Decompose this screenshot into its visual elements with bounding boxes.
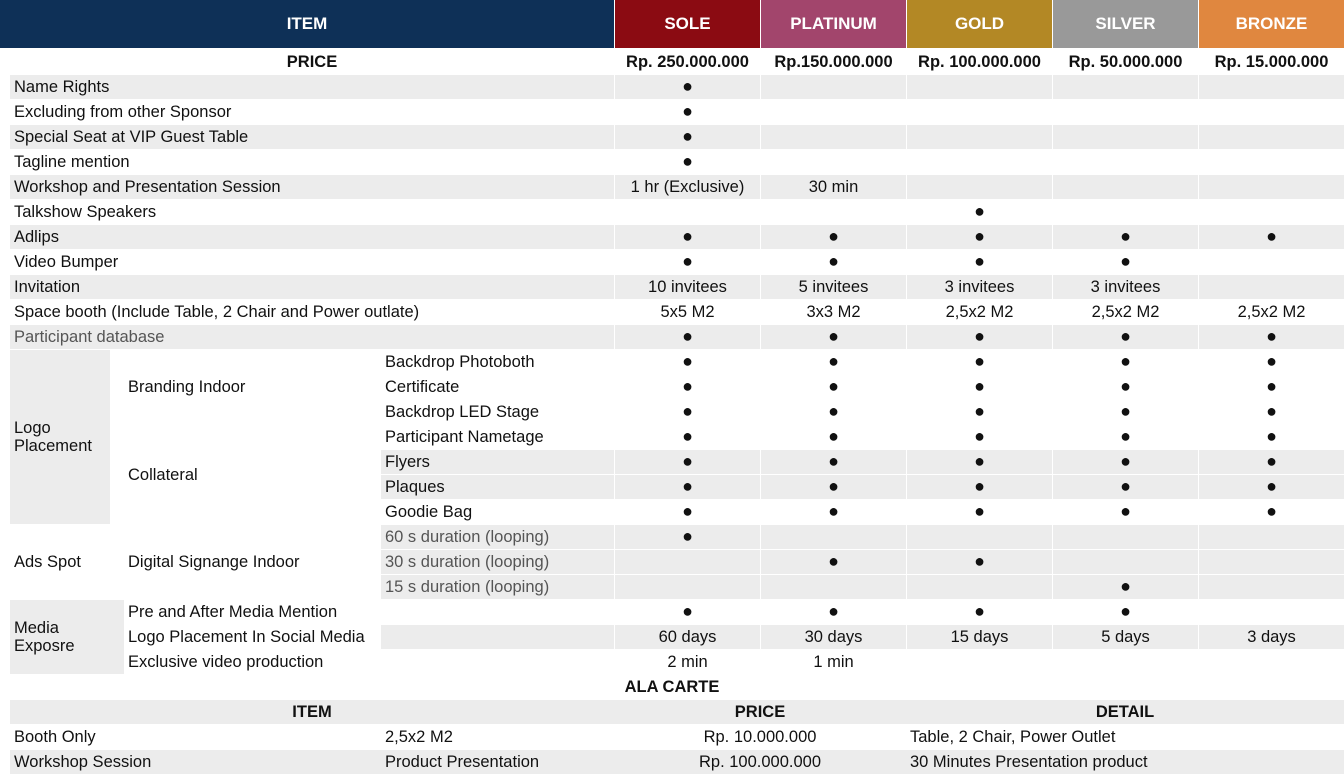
logo-item-value-silver: ● (1120, 351, 1131, 372)
ads-item-value-platinum (761, 525, 906, 549)
row-value-bronze: 2,5x2 M2 (1237, 302, 1306, 321)
media-exposure-label: Media Exposre (10, 600, 124, 674)
ala-header-item: ITEM (10, 700, 614, 724)
row-value-silver (1053, 125, 1198, 149)
media-item-value-silver (1053, 650, 1198, 674)
row-value-silver (1053, 200, 1198, 224)
ads-item-value-silver (1053, 550, 1198, 574)
logo-item-value-bronze: ● (1266, 426, 1277, 447)
logo-item-value-silver: ● (1120, 426, 1131, 447)
row-value-bronze (1199, 75, 1344, 99)
row-label: Excluding from other Sponsor (14, 102, 232, 121)
row-value-sole: 1 hr (Exclusive) (615, 175, 760, 199)
ala-price: Rp. 10.000.000 (703, 727, 817, 746)
row-label: Talkshow Speakers (14, 202, 157, 221)
media-item-value-gold: ● (974, 601, 985, 622)
ala-price: Rp. 100.000.000 (614, 750, 906, 774)
ala-item: Workshop Session (10, 750, 381, 774)
row-value-platinum: 30 min (761, 175, 906, 199)
row-value-gold: ● (907, 325, 1052, 349)
ads-spot-label: Ads Spot (14, 552, 81, 571)
logo-item-value-platinum: ● (828, 351, 839, 372)
row-value-gold: ● (974, 201, 985, 222)
price-silver: Rp. 50.000.000 (1068, 53, 1183, 72)
ala-detail: 30 Minutes Presentation product (906, 750, 1344, 774)
row-value-bronze (1199, 150, 1344, 174)
row-value-gold (907, 125, 1052, 149)
row-label: Name Rights (10, 75, 614, 99)
logo-item-value-platinum: ● (761, 475, 906, 499)
media-gray-filler (381, 625, 614, 649)
logo-item-label: Participant Nametage (385, 427, 544, 446)
row-label: Special Seat at VIP Guest Table (10, 125, 614, 149)
row-value-gold (907, 150, 1052, 174)
ads-item-value-gold (907, 575, 1052, 599)
row-value-silver (1053, 175, 1198, 199)
logo-item-label: Flyers (381, 450, 614, 474)
row-value-sole: ● (682, 251, 693, 272)
logo-item-value-gold: ● (974, 351, 985, 372)
ads-item-value-gold: ● (907, 550, 1052, 574)
row-value-platinum: 3x3 M2 (806, 302, 861, 321)
row-label: Invitation (10, 275, 614, 299)
media-item-value-bronze (1199, 650, 1344, 674)
ads-item-label: 60 s duration (looping) (381, 525, 614, 549)
price-bronze: Rp. 15.000.000 (1214, 53, 1329, 72)
logo-item-value-bronze: ● (1199, 475, 1344, 499)
header-tier-bronze: BRONZE (1199, 0, 1344, 48)
media-item-value-bronze: 3 days (1199, 625, 1344, 649)
logo-placement-label: Logo Placement (10, 350, 110, 524)
ala-spec: 2,5x2 M2 (385, 727, 453, 746)
row-value-sole: 10 invitees (615, 275, 760, 299)
row-value-platinum: ● (761, 325, 906, 349)
row-value-bronze (1199, 100, 1344, 124)
row-value-gold (907, 175, 1052, 199)
row-label: Workshop and Presentation Session (10, 175, 614, 199)
row-value-sole: 5x5 M2 (660, 302, 715, 321)
row-value-gold: 3 invitees (907, 275, 1052, 299)
logo-item-value-gold: ● (974, 401, 985, 422)
ads-item-value-bronze (1199, 525, 1344, 549)
logo-item-label: Certificate (385, 377, 460, 396)
row-value-platinum (761, 150, 906, 174)
row-value-bronze (1199, 200, 1344, 224)
ads-item-value-sole (615, 550, 760, 574)
row-label: Adlips (10, 225, 614, 249)
row-value-silver (1053, 75, 1198, 99)
media-item-label: Logo Placement In Social Media (128, 627, 365, 646)
row-value-silver: ● (1053, 325, 1198, 349)
ads-item-value-gold (907, 525, 1052, 549)
ala-header-detail: DETAIL (906, 700, 1344, 724)
media-item-value-gold (907, 650, 1052, 674)
header-tier-silver: SILVER (1053, 0, 1198, 48)
media-item-value-silver: 5 days (1053, 625, 1198, 649)
logo-item-value-gold: ● (974, 376, 985, 397)
price-label: PRICE (286, 53, 338, 72)
collateral-label: Collateral (128, 465, 198, 484)
media-item-value-platinum: 30 days (761, 625, 906, 649)
header-tier-platinum: PLATINUM (761, 0, 906, 48)
logo-item-value-bronze: ● (1266, 501, 1277, 522)
row-value-sole: ● (615, 125, 760, 149)
row-value-platinum (761, 75, 906, 99)
logo-item-value-sole: ● (682, 426, 693, 447)
row-value-platinum (761, 200, 906, 224)
logo-item-value-sole: ● (682, 376, 693, 397)
row-value-bronze (1199, 125, 1344, 149)
logo-item-value-gold: ● (907, 475, 1052, 499)
row-value-sole: ● (682, 151, 693, 172)
row-value-bronze (1199, 250, 1344, 274)
digital-signage-label: Digital Signange Indoor (128, 552, 300, 571)
row-value-sole (615, 200, 760, 224)
ala-detail: Table, 2 Chair, Power Outlet (910, 727, 1116, 746)
media-item-label: Exclusive video production (128, 652, 324, 671)
logo-item-value-sole: ● (615, 475, 760, 499)
ads-item-label: 15 s duration (looping) (381, 575, 614, 599)
header-tier-gold: GOLD (907, 0, 1052, 48)
logo-item-value-platinum: ● (828, 376, 839, 397)
logo-item-value-bronze: ● (1266, 401, 1277, 422)
logo-item-value-silver: ● (1053, 450, 1198, 474)
row-value-silver (1053, 150, 1198, 174)
row-value-silver: ● (1120, 251, 1131, 272)
row-value-platinum: ● (761, 225, 906, 249)
media-item-value-sole: 2 min (667, 652, 708, 671)
row-value-bronze: ● (1199, 325, 1344, 349)
media-item-value-silver: ● (1120, 601, 1131, 622)
row-label: Video Bumper (14, 252, 119, 271)
ads-item-value-sole (615, 575, 760, 599)
media-item-value-sole: 60 days (615, 625, 760, 649)
branding-indoor-label: Branding Indoor (128, 378, 246, 397)
logo-item-value-platinum: ● (828, 401, 839, 422)
row-value-silver: 2,5x2 M2 (1091, 302, 1160, 321)
price-platinum: Rp.150.000.000 (774, 53, 893, 72)
ads-item-value-sole: ● (615, 525, 760, 549)
ala-item: Booth Only (14, 727, 96, 746)
row-value-gold (907, 75, 1052, 99)
logo-item-value-platinum: ● (828, 426, 839, 447)
row-value-bronze (1199, 275, 1344, 299)
row-value-sole: ● (615, 325, 760, 349)
media-item-value-sole: ● (682, 601, 693, 622)
row-value-gold: ● (974, 251, 985, 272)
logo-item-value-bronze: ● (1266, 376, 1277, 397)
media-item-value-gold: 15 days (907, 625, 1052, 649)
row-value-sole: ● (682, 101, 693, 122)
row-label: Space booth (Include Table, 2 Chair and Power outlate) (14, 302, 420, 321)
price-gold: Rp. 100.000.000 (918, 53, 1041, 72)
row-value-sole: ● (615, 75, 760, 99)
row-value-bronze (1199, 175, 1344, 199)
logo-item-label: Goodie Bag (385, 502, 473, 521)
media-item-label: Pre and After Media Mention (128, 602, 338, 621)
logo-item-value-platinum: ● (761, 450, 906, 474)
media-item-value-platinum: ● (828, 601, 839, 622)
ala-carte-title: ALA CARTE (624, 678, 720, 697)
ads-item-value-platinum (761, 575, 906, 599)
logo-item-value-sole: ● (682, 401, 693, 422)
row-label: Participant database (10, 325, 614, 349)
row-label: Tagline mention (14, 152, 130, 171)
price-sole: Rp. 250.000.000 (626, 53, 749, 72)
logo-item-value-silver: ● (1120, 501, 1131, 522)
media-item-value-bronze (1199, 600, 1344, 624)
header-tier-sole: SOLE (615, 0, 760, 48)
row-value-platinum (761, 100, 906, 124)
ala-header-price: PRICE (614, 700, 906, 724)
logo-item-label: Backdrop LED Stage (385, 402, 540, 421)
row-value-silver: 3 invitees (1053, 275, 1198, 299)
logo-item-value-sole: ● (615, 450, 760, 474)
logo-item-label: Backdrop Photoboth (385, 352, 535, 371)
logo-item-value-silver: ● (1120, 401, 1131, 422)
ads-item-value-bronze (1199, 575, 1344, 599)
row-value-platinum: 5 invitees (761, 275, 906, 299)
logo-item-label: Plaques (381, 475, 614, 499)
logo-item-value-bronze: ● (1266, 351, 1277, 372)
logo-item-value-bronze: ● (1199, 450, 1344, 474)
logo-item-value-sole: ● (682, 351, 693, 372)
logo-item-value-gold: ● (974, 501, 985, 522)
ads-item-label: 30 s duration (looping) (381, 550, 614, 574)
ads-item-value-platinum: ● (761, 550, 906, 574)
ads-item-value-silver: ● (1053, 575, 1198, 599)
row-value-gold: ● (907, 225, 1052, 249)
logo-item-value-gold: ● (974, 426, 985, 447)
row-value-gold (907, 100, 1052, 124)
header-item: ITEM (0, 0, 614, 48)
ads-item-value-silver (1053, 525, 1198, 549)
row-value-bronze: ● (1199, 225, 1344, 249)
logo-item-value-gold: ● (907, 450, 1052, 474)
logo-item-value-platinum: ● (828, 501, 839, 522)
row-value-gold: 2,5x2 M2 (945, 302, 1014, 321)
logo-item-value-silver: ● (1053, 475, 1198, 499)
logo-item-value-sole: ● (682, 501, 693, 522)
ads-item-value-bronze (1199, 550, 1344, 574)
ala-spec: Product Presentation (381, 750, 614, 774)
row-value-platinum: ● (828, 251, 839, 272)
logo-item-value-silver: ● (1120, 376, 1131, 397)
media-item-value-platinum: 1 min (813, 652, 854, 671)
row-value-sole: ● (615, 225, 760, 249)
row-value-platinum (761, 125, 906, 149)
row-value-silver (1053, 100, 1198, 124)
row-value-silver: ● (1053, 225, 1198, 249)
